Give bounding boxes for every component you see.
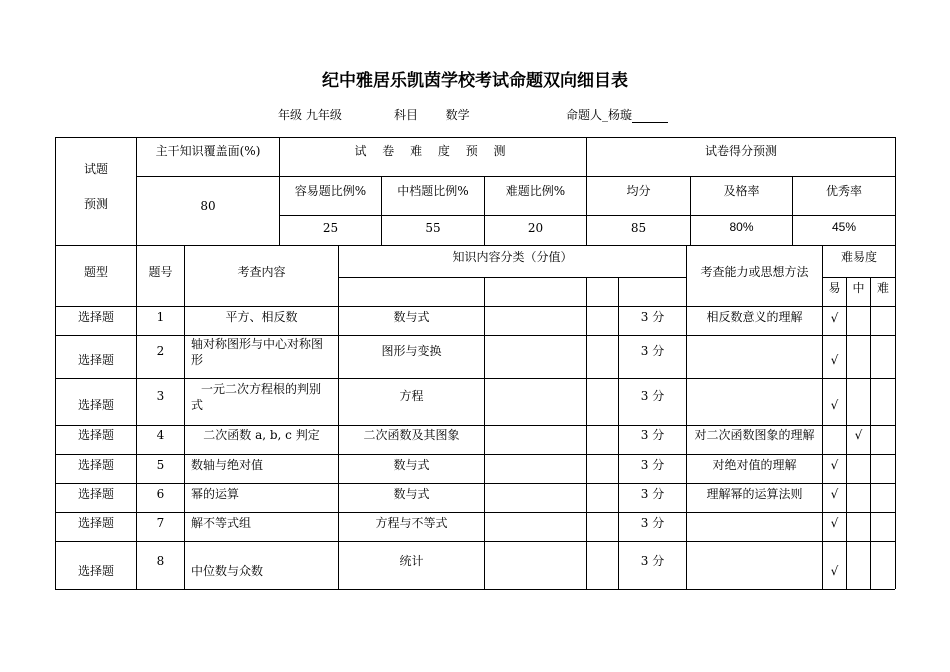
row-1-category: 数与式 <box>393 310 430 324</box>
header-hard: 难 <box>876 281 889 295</box>
easy-ratio-value: 25 <box>322 221 339 235</box>
row-1-content: 平方、相反数 <box>225 310 298 324</box>
row-2-easy-check: √ <box>830 353 839 367</box>
author-label: 命题人 <box>566 108 603 122</box>
medium-ratio-header: 中档题比例% <box>397 184 469 198</box>
row-7-number: 7 <box>156 516 165 530</box>
row-1-easy-check: √ <box>830 311 839 325</box>
author-field: 命题人_杨璇 <box>566 106 668 123</box>
row-7-easy-check: √ <box>830 516 839 530</box>
row-4-content: 二次函数 a, b, c 判定 <box>203 428 320 442</box>
row-5-content: 数轴与绝对值 <box>191 458 264 472</box>
row-4-category: 二次函数及其图象 <box>363 428 460 442</box>
header-question-number: 题号 <box>148 265 173 279</box>
row-3-number: 3 <box>156 389 165 403</box>
hard-ratio-header: 难题比例% <box>505 184 566 198</box>
header-ability: 考查能力或思想方法 <box>700 265 809 279</box>
row-3-easy-check: √ <box>830 398 839 412</box>
row-6-type: 选择题 <box>77 487 114 501</box>
row-6-category: 数与式 <box>393 487 430 501</box>
row-8-easy-check: √ <box>830 564 839 578</box>
row-8-score: 3 分 <box>640 554 665 568</box>
row-6-easy-check: √ <box>830 487 839 501</box>
row-7-content: 解不等式组 <box>191 516 252 530</box>
row-4-medium-check: √ <box>854 428 863 442</box>
row-6-score: 3 分 <box>640 487 665 501</box>
row-6-content: 幂的运算 <box>191 487 240 501</box>
row-8-number: 8 <box>156 554 165 568</box>
row-1-number: 1 <box>156 310 165 324</box>
coverage-value: 80 <box>200 199 216 213</box>
author-value: 杨璇 <box>608 108 633 122</box>
row-7-type: 选择题 <box>77 516 114 530</box>
row-2-content: 轴对称图形与中心对称图形 <box>191 337 324 367</box>
row-5-score: 3 分 <box>640 458 665 472</box>
page-title: 纪中雅居乐凯茵学校考试命题双向细目表 <box>322 71 628 91</box>
author-underline <box>632 110 668 123</box>
header-question-type: 题型 <box>83 265 108 279</box>
row-8-category: 统计 <box>399 554 424 568</box>
row-2-type: 选择题 <box>77 353 114 367</box>
header-knowledge-category: 知识内容分类（分值） <box>452 250 573 264</box>
row-3-type: 选择题 <box>77 398 114 412</box>
row-1-ability: 相反数意义的理解 <box>706 310 803 324</box>
row-6-number: 6 <box>156 487 165 501</box>
row-4-ability: 对二次函数图象的理解 <box>694 428 815 442</box>
coverage-header: 主干知识覆盖面(%) <box>155 144 261 158</box>
row-3-score: 3 分 <box>640 389 665 403</box>
row-2-category: 图形与变换 <box>381 344 442 358</box>
header-medium: 中 <box>852 281 865 295</box>
header-easy: 易 <box>828 281 841 295</box>
difficulty-forecast-header: 试 卷 难 度 预 测 <box>354 144 512 158</box>
forecast-label-line2: 预测 <box>83 197 108 211</box>
score-forecast-header: 试卷得分预测 <box>704 144 777 158</box>
row-4-type: 选择题 <box>77 428 114 442</box>
forecast-label-line1: 试题 <box>83 162 108 176</box>
row-1-type: 选择题 <box>77 310 114 324</box>
row-3-content: 一元二次方程根的判别式 <box>191 382 322 412</box>
grade-label: 年级 <box>278 108 303 122</box>
row-2-number: 2 <box>156 344 165 358</box>
subject-value: 数学 <box>445 108 470 122</box>
row-4-score: 3 分 <box>640 428 665 442</box>
pass-rate-value: 80% <box>729 220 754 234</box>
row-8-content: 中位数与众数 <box>191 564 264 578</box>
row-1-score: 3 分 <box>640 310 665 324</box>
subject-label: 科目 <box>394 108 419 122</box>
row-7-score: 3 分 <box>640 516 665 530</box>
row-5-easy-check: √ <box>830 458 839 472</box>
subject-field <box>394 106 470 123</box>
row-8-type: 选择题 <box>77 564 114 578</box>
row-5-number: 5 <box>156 458 165 472</box>
excellent-rate-header: 优秀率 <box>825 184 862 198</box>
excellent-rate-value: 45% <box>831 220 857 234</box>
grade-value: 九年级 <box>305 108 342 122</box>
row-2-score: 3 分 <box>640 344 665 358</box>
row-5-ability: 对绝对值的理解 <box>712 458 797 472</box>
row-7-category: 方程与不等式 <box>375 516 448 530</box>
hard-ratio-value: 20 <box>527 221 544 235</box>
row-5-type: 选择题 <box>77 458 114 472</box>
easy-ratio-header: 容易题比例% <box>294 184 367 198</box>
pass-rate-header: 及格率 <box>723 184 760 198</box>
row-5-category: 数与式 <box>393 458 430 472</box>
grade-field <box>278 106 342 123</box>
row-6-ability: 理解幂的运算法则 <box>706 487 803 501</box>
header-content: 考查内容 <box>237 265 286 279</box>
average-score-header: 均分 <box>626 184 651 198</box>
average-score-value: 85 <box>630 221 647 235</box>
row-3-category: 方程 <box>399 389 424 403</box>
header-difficulty: 难易度 <box>840 250 877 264</box>
row-4-number: 4 <box>156 428 165 442</box>
medium-ratio-value: 55 <box>425 221 441 235</box>
